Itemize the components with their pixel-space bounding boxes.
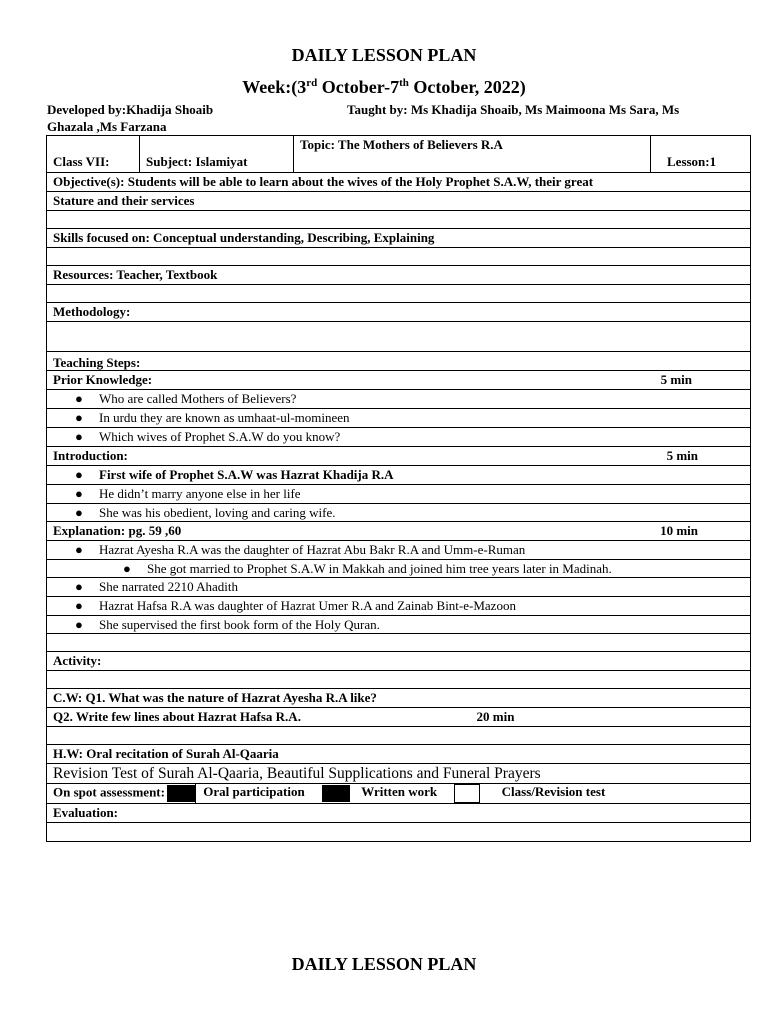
next-page-title: DAILY LESSON PLAN <box>291 954 477 974</box>
bullet-icon: ● <box>75 579 83 594</box>
revision-row: Revision Test of Surah Al-Qaaria, Beautiful Supplications and Funeral Prayers <box>47 764 751 784</box>
activity-row: Activity: <box>47 652 751 671</box>
assessment-row <box>47 784 751 804</box>
week-end-month: October, 2022) <box>408 77 526 97</box>
bullet-icon: ● <box>75 429 83 444</box>
introduction-time: 5 min <box>666 448 698 463</box>
list-item <box>47 428 751 447</box>
bullet-icon: ● <box>75 486 83 501</box>
cw-q1-row: C.W: Q1. What was the nature of Hazrat Ayesha R.A like? <box>47 689 751 708</box>
lesson-plan-table <box>46 135 751 842</box>
cw-q2-row <box>47 708 751 727</box>
list-item <box>47 578 751 597</box>
bullet-text: She got married to Prophet S.A.W in Makkah and joined him tree years later in Madinah. <box>147 560 612 576</box>
list-item <box>47 409 751 428</box>
blank-row <box>47 211 751 229</box>
bullet-text: Hazrat Ayesha R.A was the daughter of Hazrat Abu Bakr R.A and Umm-e-Ruman <box>99 542 526 557</box>
class-test-checkbox[interactable] <box>454 784 480 803</box>
list-item <box>47 616 751 634</box>
week-start-day: Week:(3 <box>242 77 307 97</box>
introduction-row <box>47 447 751 466</box>
objective-line2: Stature and their services <box>47 192 751 211</box>
explanation-label: Explanation: pg. 59 ,60 <box>53 523 182 538</box>
assessment-label: On spot assessment: <box>53 784 165 800</box>
week-end-suffix: th <box>399 77 409 89</box>
bullet-icon: ● <box>75 542 83 557</box>
bullet-text: Which wives of Prophet S.A.W do you know? <box>99 429 341 444</box>
prior-knowledge-label: Prior Knowledge: <box>53 372 153 387</box>
hw-row: H.W: Oral recitation of Surah Al-Qaaria <box>47 745 751 764</box>
bullet-text: Hazrat Hafsa R.A was daughter of Hazrat Umer R.A and Zainab Bint-e-Mazoon <box>99 598 516 613</box>
taught-by-continued: Ghazala ,Ms Farzana <box>47 119 167 134</box>
class-test-label: Class/Revision test <box>501 784 606 800</box>
lesson-cell: Lesson:1 <box>651 136 751 173</box>
developed-by: Developed by:Khadija Shoaib <box>47 102 214 117</box>
skills-row: Skills focused on: Conceptual understanding, Describing, Explaining <box>47 229 751 248</box>
blank-row <box>47 671 751 689</box>
methodology-row: Methodology: <box>47 303 751 322</box>
cw-time: 20 min <box>476 709 515 724</box>
bullet-icon: ● <box>75 616 83 632</box>
bullet-text: First wife of Prophet S.A.W was Hazrat Khadija R.A <box>99 467 394 482</box>
resources-row: Resources: Teacher, Textbook <box>47 266 751 285</box>
list-item <box>47 466 751 485</box>
bullet-text: She was his obedient, loving and caring wife. <box>99 504 336 520</box>
class-cell: Class VII: <box>47 136 140 173</box>
explanation-row <box>47 522 751 541</box>
week-heading <box>0 77 768 98</box>
teaching-steps-row: Teaching Steps: <box>47 352 751 371</box>
bullet-icon: ● <box>75 467 83 482</box>
bullet-icon: ● <box>75 504 83 520</box>
explanation-time: 10 min <box>660 523 698 538</box>
bullet-text: In urdu they are known as umhaat-ul-momineen <box>99 410 350 425</box>
week-end-day: October-7 <box>317 77 400 97</box>
list-subitem <box>47 560 751 578</box>
bullet-text: She supervised the first book form of the Holy Quran. <box>99 616 380 632</box>
introduction-label: Introduction: <box>53 448 128 463</box>
oral-label: Oral participation <box>203 784 305 800</box>
taught-by: Taught by: Ms Khadija Shoaib, Ms Maimoona Ms Sara, Ms <box>347 102 680 117</box>
bullet-text: She narrated 2210 Ahadith <box>99 579 238 594</box>
subject-cell: Subject: Islamiyat <box>140 136 294 173</box>
cw-q2-text: Q2. Write few lines about Hazrat Hafsa R.A. <box>53 709 301 724</box>
list-item <box>47 504 751 522</box>
blank-row <box>47 727 751 745</box>
prior-knowledge-time: 5 min <box>660 372 692 387</box>
list-item <box>47 485 751 504</box>
page-title: DAILY LESSON PLAN <box>291 45 477 65</box>
list-item <box>47 541 751 560</box>
blank-row <box>47 634 751 652</box>
blank-row <box>47 823 751 842</box>
blank-row <box>47 248 751 266</box>
objective-line1: Objective(s): Students will be able to learn about the wives of the Holy Prophet S.A.W, their great <box>47 173 751 192</box>
written-label: Written work <box>361 784 438 800</box>
bullet-text: Who are called Mothers of Believers? <box>99 391 297 406</box>
week-start-suffix: rd <box>306 77 318 89</box>
written-checkbox[interactable] <box>322 785 350 802</box>
blank-row <box>47 285 751 303</box>
bullet-text: He didn’t marry anyone else in her life <box>99 486 301 501</box>
list-item <box>47 390 751 409</box>
oral-checkbox[interactable] <box>167 785 195 802</box>
list-item <box>47 597 751 616</box>
bullet-icon: ● <box>75 598 83 613</box>
bullet-icon: ● <box>75 410 83 425</box>
topic-row <box>47 136 751 173</box>
prior-knowledge-row <box>47 371 751 390</box>
topic-cell: Topic: The Mothers of Believers R.A <box>294 136 651 173</box>
bullet-icon: ● <box>123 560 131 576</box>
evaluation-row: Evaluation: <box>47 804 751 823</box>
bullet-icon: ● <box>75 391 83 406</box>
blank-row <box>47 322 751 352</box>
